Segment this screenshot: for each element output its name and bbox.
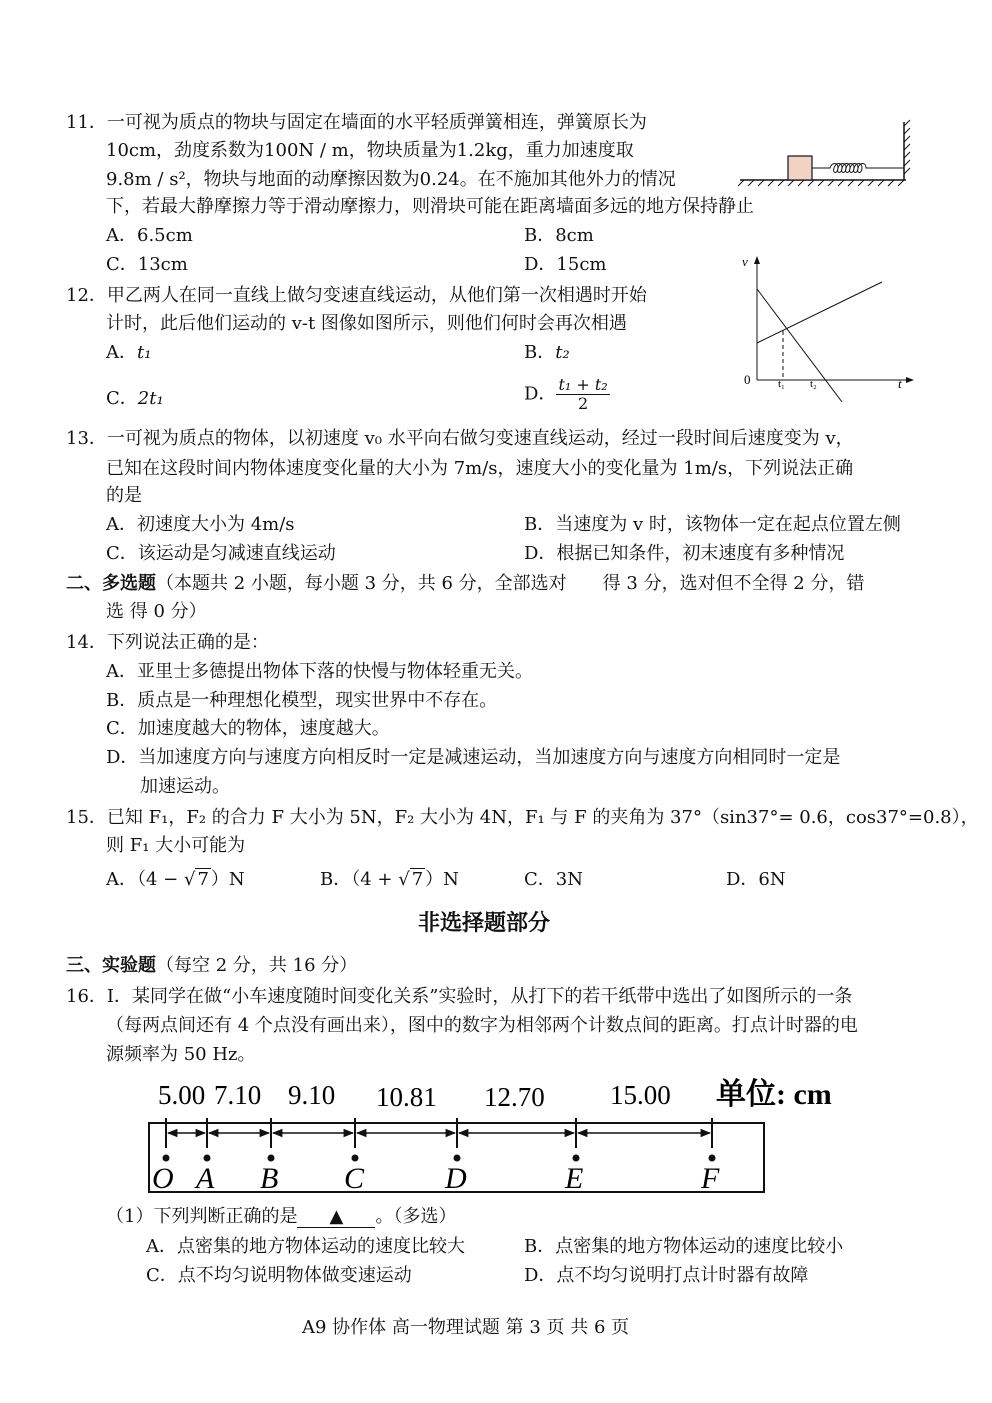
line-jia xyxy=(757,282,882,343)
q14-option-d: D．当加速度方向与速度方向相反时一定是减速运动，当加速度方向与速度方向相同时一定是 xyxy=(106,747,841,768)
distance-OA: 5.00 xyxy=(158,1080,206,1110)
q14-option-b: B．质点是一种理想化模型，现实世界中不存在。 xyxy=(106,690,498,711)
q15-option-c: C．3N xyxy=(524,869,583,890)
q16-option-a: A．点密集的地方物体运动的速度比较大 xyxy=(146,1236,465,1257)
q13-option-c: C．该运动是匀减速直线运动 xyxy=(106,543,336,564)
q11-line3: 9.8m / s²，物块与地面的动摩擦因数为0.24。在不施加其他外力的情况 xyxy=(106,169,676,190)
point-C: C xyxy=(344,1162,365,1195)
q16-line3: 源频率为 50 Hz。 xyxy=(106,1044,256,1065)
q14-line1: 14．下列说法正确的是： xyxy=(66,632,269,653)
q11-option-d: D．15cm xyxy=(524,254,607,275)
q11-line2: 10cm，劲度系数为100N / m，物块质量为1.2kg，重力加速度取 xyxy=(106,140,634,161)
q15-line2: 则 F₁ 大小可能为 xyxy=(106,835,246,856)
q16-sub1: （1）下列判断正确的是 ▲ 。（多选） xyxy=(106,1206,457,1227)
q12-option-d: D． $\frac{\text{t₁ + t₂}}{2}$ xyxy=(524,375,608,413)
point-O: O xyxy=(152,1162,174,1195)
t1-label: t₁ xyxy=(778,378,785,390)
q14-option-d-cont: 加速运动。 xyxy=(140,776,230,797)
distance-EF: 15.00 xyxy=(610,1080,671,1110)
q16-line2: （每两点间还有 4 个点没有画出来），图中的数字为相邻两个计数点间的距离。打点计时器的电 xyxy=(106,1015,858,1036)
distance-AB: 7.10 xyxy=(214,1080,262,1110)
section3-header: 三、实验题（每空 2 分，共 16 分） xyxy=(66,955,358,976)
vt-graph xyxy=(730,252,915,412)
q14-option-c: C．加速度越大的物体，速度越大。 xyxy=(106,718,390,739)
q12-option-b: B．t₂ xyxy=(524,342,570,363)
unit-label: 单位: cm xyxy=(716,1078,832,1111)
distance-BC: 9.10 xyxy=(288,1080,336,1110)
q15-option-a: A．（4 − √ 7 ）N xyxy=(106,869,245,890)
section-title: 非选择题部分 xyxy=(418,911,551,936)
t2-label: t₂ xyxy=(810,378,817,390)
q12-option-c: C．2t₁ xyxy=(106,388,164,409)
q15-line1: 15．已知 F₁，F₂ 的合力 F 大小为 5N，F₂ 大小为 4N，F₁ 与 F 的夹角为 37°（sin37°= 0.6，cos37°=0.8）， xyxy=(66,807,979,828)
t-axis-label: t xyxy=(898,376,902,391)
point-B: B xyxy=(260,1162,279,1195)
spring xyxy=(812,164,904,173)
q11-option-b: B．8cm xyxy=(524,225,594,246)
spring-block-diagram xyxy=(738,118,918,188)
distance-DE: 12.70 xyxy=(484,1082,545,1112)
q14-option-a: A．亚里士多德提出物体下落的快慢与物体轻重无关。 xyxy=(106,661,533,682)
q12-line1: 12．甲乙两人在同一直线上做匀变速直线运动，从他们第一次相遇时开始 xyxy=(66,285,647,306)
q13-line1: 13．一可视为质点的物体，以初速度 v₀ 水平向右做匀变速直线运动，经过一段时间后速度变为 v， xyxy=(66,428,854,449)
point-E: E xyxy=(565,1162,584,1195)
q13-option-d: D．根据已知条件，初末速度有多种情况 xyxy=(524,543,845,564)
q12-option-a: A．t₁ xyxy=(106,342,152,363)
q16-option-c: C．点不均匀说明物体做变速运动 xyxy=(146,1265,412,1286)
q11-line4: 下，若最大静摩擦力等于滑动摩擦力，则滑块可能在距离墙面多远的地方保持静止 xyxy=(106,196,754,217)
answer-blank[interactable]: ▲ xyxy=(297,1207,375,1228)
q15-option-b: B．（4 + √ 7 ）N xyxy=(320,869,459,890)
v-axis-label: v xyxy=(742,254,748,269)
origin-label: 0 xyxy=(744,372,751,387)
q12-line2: 计时，此后他们运动的 v-t 图像如图所示，则他们何时会再次相遇 xyxy=(106,313,627,334)
q16-option-d: D．点不均匀说明打点计时器有故障 xyxy=(524,1265,809,1286)
paper-tape-diagram xyxy=(140,1072,860,1200)
q16-option-b: B．点密集的地方物体运动的速度比较小 xyxy=(524,1236,844,1257)
section2-line2: 选 得 0 分） xyxy=(106,601,207,622)
q11-line1: 11．一可视为质点的物块与固定在墙面的水平轻质弹簧相连，弹簧原长为 xyxy=(66,112,647,133)
q15-option-d: D．6N xyxy=(726,869,786,890)
distance-CD: 10.81 xyxy=(376,1082,437,1112)
point-D: D xyxy=(445,1162,467,1195)
q13-option-b: B．当速度为 v 时，该物体一定在起点位置左侧 xyxy=(524,514,901,535)
point-F: F xyxy=(701,1162,720,1195)
section2-header: 二、多选题（本题共 2 小题，每小题 3 分，共 6 分，全部选对 得 3 分，选对但不全得 2 分，错 xyxy=(66,573,865,594)
page-footer: A9 协作体 高一物理试题 第 3 页 共 6 页 xyxy=(302,1317,630,1338)
q11-option-a: A．6.5cm xyxy=(106,225,193,246)
point-A: A xyxy=(196,1162,215,1195)
q13-line2: 已知在这段时间内物体速度变化量的大小为 7m/s，速度大小的变化量为 1m/s，下列说法正确 xyxy=(106,458,854,479)
block xyxy=(788,156,812,180)
q13-line3: 的是 xyxy=(106,485,142,506)
q11-option-c: C．13cm xyxy=(106,254,188,275)
line-yi xyxy=(757,289,842,402)
q13-option-a: A．初速度大小为 4m/s xyxy=(106,514,295,535)
q16-line1: 16．I．某同学在做“小车速度随时间变化关系”实验时，从打下的若干纸带中选出了如图所示的一条 xyxy=(66,986,853,1007)
